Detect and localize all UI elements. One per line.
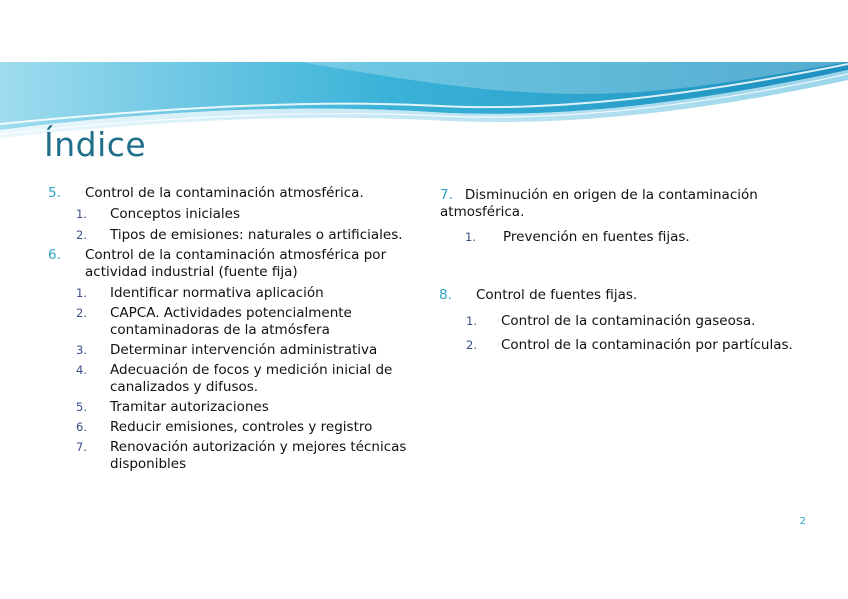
item-text: Disminución en origen de la contaminación [464, 187, 758, 203]
item-text: Tramitar autorizaciones [110, 399, 269, 415]
item-text-continuation: actividad industrial (fuente fija) [85, 264, 298, 280]
item-text: Control de la contaminación por partículas. [501, 337, 793, 353]
list-item [48, 185, 364, 202]
item-text: Control de la contaminación atmosférica por [85, 247, 387, 263]
list-item [48, 247, 387, 281]
item-number: 8. [439, 287, 452, 303]
item-text: Adecuación de focos y medición inicial de [110, 362, 393, 378]
list-item [76, 342, 378, 359]
item-text: Control de la contaminación gaseosa. [501, 313, 756, 329]
list-item [76, 399, 269, 416]
item-number: 1. [466, 314, 477, 328]
item-number: 5. [48, 185, 61, 201]
page-number: 2 [799, 516, 806, 527]
item-number: 1. [465, 230, 476, 244]
item-text: Control de fuentes fijas. [476, 287, 638, 303]
item-number: 2. [466, 338, 477, 352]
item-number: 2. [76, 228, 87, 242]
item-number: 4. [76, 363, 87, 377]
list-item [466, 313, 756, 330]
list-item [465, 229, 690, 246]
list-item [440, 187, 758, 221]
list-item [76, 227, 403, 244]
item-number: 5. [76, 400, 87, 414]
item-number: 6. [76, 420, 87, 434]
list-item [76, 439, 407, 473]
slide [0, 62, 848, 537]
item-number: 1. [76, 207, 87, 221]
item-text-continuation: atmosférica. [440, 204, 525, 220]
item-number: 2. [76, 306, 87, 320]
item-text: Prevención en fuentes fijas. [503, 229, 690, 245]
item-number: 1. [76, 286, 87, 300]
page-title: Índice [44, 125, 147, 164]
item-text: Reducir emisiones, controles y registro [110, 419, 373, 435]
item-number: 3. [76, 343, 87, 357]
list-item [439, 287, 638, 304]
item-text: CAPCA. Actividades potencialmente [110, 305, 352, 321]
item-text: Identificar normativa aplicación [110, 285, 324, 301]
list-item [76, 285, 324, 302]
item-text: Determinar intervención administrativa [110, 342, 378, 358]
item-number: 6. [48, 247, 61, 263]
item-text-continuation: canalizados y difusos. [110, 379, 259, 395]
item-text: Tipos de emisiones: naturales o artificiales. [110, 227, 403, 243]
item-number: 7. [76, 440, 87, 454]
item-text-continuation: disponibles [110, 456, 187, 472]
list-item [76, 362, 393, 396]
item-text: Control de la contaminación atmosférica. [85, 185, 364, 201]
list-item [76, 419, 373, 436]
list-item [76, 305, 352, 339]
list-item [76, 206, 241, 223]
item-text-continuation: contaminadoras de la atmósfera [110, 322, 330, 338]
list-item [466, 337, 793, 354]
item-number: 7. [440, 187, 453, 203]
item-text: Conceptos iniciales [110, 206, 241, 222]
item-text: Renovación autorización y mejores técnicas [110, 439, 407, 455]
